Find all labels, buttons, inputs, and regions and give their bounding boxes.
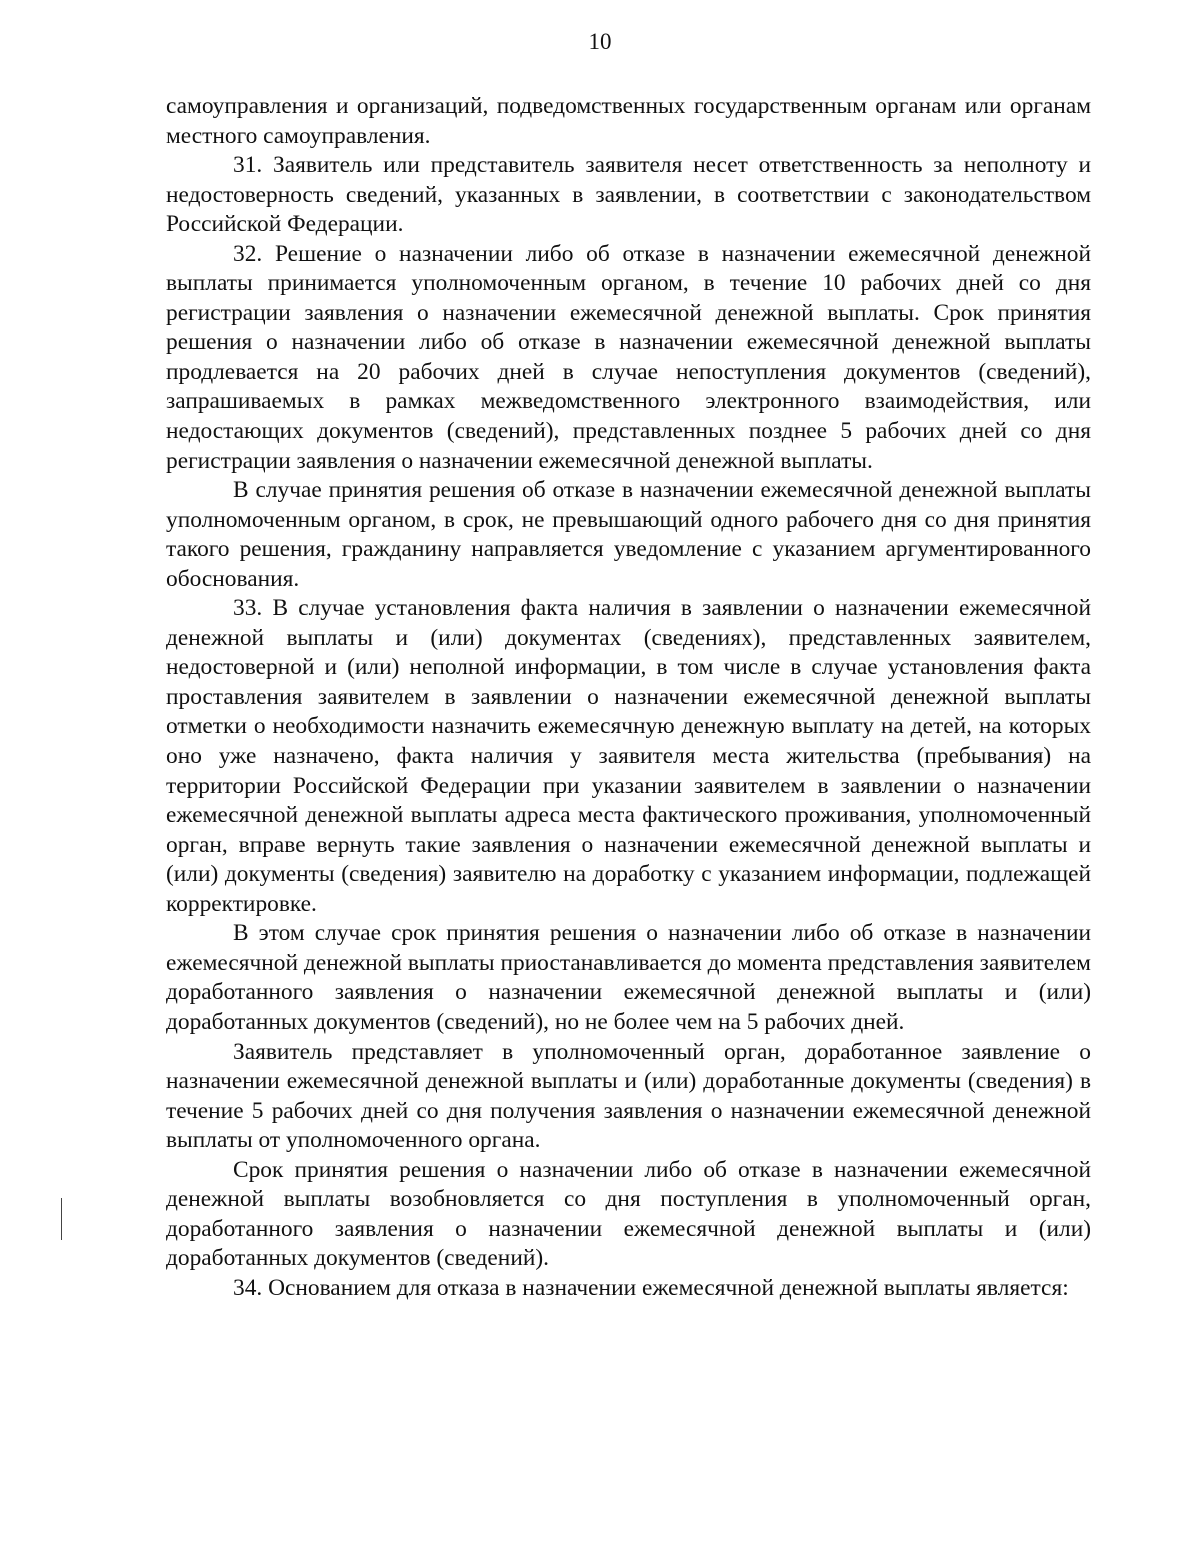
paragraph-item-31: 31. Заявитель или представитель заявителя несет ответственность за неполноту и недостоверность сведений, указанных в заявлении, в соответствии с законодательством Российской Федерации. bbox=[166, 152, 1091, 238]
document-body bbox=[166, 92, 1091, 1303]
margin-mark bbox=[61, 1198, 62, 1240]
paragraph-item-34: 34. Основанием для отказа в назначении ежемесячной денежной выплаты является: bbox=[233, 1274, 1069, 1301]
paragraph-continuation: самоуправления и организаций, подведомственных государственным органам или органам местного самоуправления. bbox=[166, 93, 1091, 149]
paragraph-item-32: 32. Решение о назначении либо об отказе в назначении ежемесячной денежной выплаты принимается уполномоченным органом, в течение 10 рабочих дней со дня регистрации заявления о назначении ежемесячной денежной выплаты. Срок принятия решения о назначении либо об отказе в назначении ежемесячной денежной выплаты продлевается на 20 рабочих дней в случае непоступления документов (сведений), запрашиваемых в рамках межведомственного электронного взаимодействия, или недостающих документов (сведений), представленных позднее 5 рабочих дней со дня регистрации заявления о назначении ежемесячной денежной выплаты. bbox=[166, 240, 1091, 474]
paragraph-resumption: Срок принятия решения о назначении либо об отказе в назначении ежемесячной денежной выплаты возобновляется со дня поступления в уполномоченный орган, доработанного заявления о назначении ежемесячной денежной выплаты и (или) доработанных документов (сведений). bbox=[166, 1156, 1091, 1272]
page-number: 10 bbox=[588, 29, 612, 54]
paragraph-item-33: 33. В случае установления факта наличия в заявлении о назначении ежемесячной денежной выплаты и (или) документах (сведениях), представленных заявителем, недостоверной и (или) неполной информации, в том числе в случае установления факта проставления заявителем в заявлении о назначении ежемесячной денежной выплаты отметки о необходимости назначить ежемесячную денежную выплату на детей, на которых оно уже назначено, факта наличия у заявителя места жительства (пребывания) на территории Российской Федерации при указании заявителем в заявлении о назначении ежемесячной денежной выплаты адреса места фактического проживания, уполномоченный орган, вправе вернуть такие заявления о назначении ежемесячной денежной выплаты и (или) документы (сведения) заявителю на доработку с указанием информации, подлежащей корректировке. bbox=[166, 595, 1091, 917]
paragraph-refusal-notice: В случае принятия решения об отказе в назначении ежемесячной денежной выплаты уполномоченным органом, в срок, не превышающий одного рабочего дня со дня принятия такого решения, гражданину направляется уведомление с указанием аргументированного обоснования. bbox=[166, 477, 1091, 592]
paragraph-suspension: В этом случае срок принятия решения о назначении либо об отказе в назначении ежемесячной денежной выплаты приостанавливается до момента представления заявителем доработанного заявления о назначении ежемесячной денежной выплаты и (или) доработанных документов (сведений), но не более чем на 5 рабочих дней. bbox=[166, 920, 1091, 1035]
paragraph-resubmission: Заявитель представляет в уполномоченный орган, доработанное заявление о назначении ежемесячной денежной выплаты и (или) доработанные документы (сведения) в течение 5 рабочих дней со дня получения заявления о назначении ежемесячной денежной выплаты от уполномоченного органа. bbox=[166, 1038, 1091, 1154]
